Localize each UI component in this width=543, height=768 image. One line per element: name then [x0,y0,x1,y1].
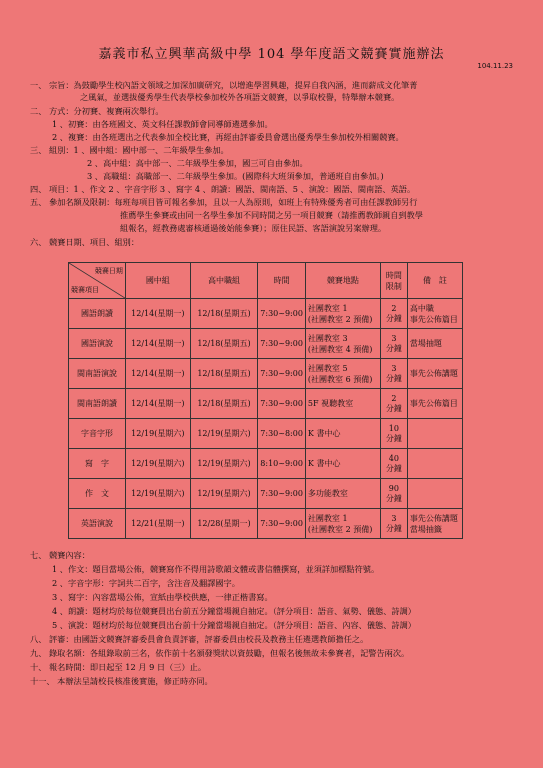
cell-senior-high-date: 12/19(星期六) [190,449,258,479]
cell-senior-high-date: 12/18(星期五) [190,389,258,419]
cell-place: 社團教室 1 (社團教室 2 預備) [305,509,380,539]
section-11: 十一、 本辦法呈請校長核准後實施，修正時亦同。 [30,676,213,686]
section-7: 七、 競賽內容： [30,550,90,560]
cell-item: 閩南語朗讀 [69,389,126,419]
header-place: 競賽地點 [305,263,380,299]
section-2-item-2: 2 、複賽：由各班選出之代表參加全校比賽，再經由評審委員會選出優秀學生參加校外相關競賽。 [52,132,404,142]
cell-senior-high-date: 12/19(星期六) [190,419,258,449]
cell-time-limit: 40 分鐘 [380,449,407,479]
cell-junior-high-date: 12/21(星期一) [125,509,190,539]
cell-time: 7:30~9:00 [258,299,306,329]
cell-note [407,449,462,479]
header-note: 備 註 [407,263,462,299]
cell-place: 社團教室 5 (社團教室 6 預備) [305,359,380,389]
section-6: 六、 競賽日期、項目、組別： [30,237,140,247]
cell-note [407,479,462,509]
section-2: 二、 方式：分初賽、複賽兩次舉行。 [30,106,164,116]
cell-time-limit: 10 分鐘 [380,419,407,449]
section-8: 八、 評審：由國語文競賽評審委員會負責評審，評審委員由校長及教務主任遴選教師擔任之。 [30,634,369,644]
section-7-item-3: 3 、寫字：內容當場公佈，宣紙由學校供應，一律正楷書寫。 [52,592,273,602]
cell-place: 社團教室 3 (社團教室 4 預備) [305,329,380,359]
document-date: 104.11.23 [477,62,513,70]
header-diagonal-cell [69,263,126,299]
section-5-line-3: 組報名，經教務處審核通過後始能參賽）；原住民語、客語演說另案辦理。 [120,223,387,233]
header-senior-high: 高中職組 [190,263,258,299]
section-3-item-2: 2 、高中組：高中部一、二年級學生參加，國三可自由參加。 [87,158,308,168]
table-row [69,329,463,359]
header-item-label: 競賽項目 [71,286,99,294]
cell-time-limit: 3 分鐘 [380,329,407,359]
table-row [69,479,463,509]
table-row [69,389,463,419]
section-10: 十、 報名時間：即日起至 12 月 9 日（三）止。 [30,662,207,672]
cell-note: 當場抽題 [407,329,462,359]
table-row [69,509,463,539]
section-1-line-2: 之風氣，並選拔優秀學生代表學校參加校外各項語文競賽，以爭取校譽，特舉辦本競賽。 [80,92,400,102]
cell-place: 多功能教室 [305,479,380,509]
cell-junior-high-date: 12/19(星期六) [125,449,190,479]
cell-note [407,419,462,449]
cell-junior-high-date: 12/14(星期一) [125,299,190,329]
cell-item: 寫 字 [69,449,126,479]
cell-item: 國語演說 [69,329,126,359]
cell-time: 7:30~9:00 [258,479,306,509]
cell-senior-high-date: 12/19(星期六) [190,479,258,509]
cell-place: K 書中心 [305,449,380,479]
section-7-item-2: 2 、字音字形：字詞共二百字，含注音及翻譯國字。 [52,578,240,588]
cell-time: 7:30~9:00 [258,329,306,359]
cell-time-limit: 90 分鐘 [380,479,407,509]
cell-time-limit: 3 分鐘 [380,359,407,389]
table-row [69,449,463,479]
cell-note: 事先公佈講題當場抽籤 [407,509,462,539]
cell-junior-high-date: 12/19(星期六) [125,479,190,509]
cell-junior-high-date: 12/14(星期一) [125,329,190,359]
cell-junior-high-date: 12/19(星期六) [125,419,190,449]
cell-item: 字音字形 [69,419,126,449]
cell-item: 英語演說 [69,509,126,539]
cell-time-limit: 2 分鐘 [380,389,407,419]
cell-place: 社團教室 1 (社團教室 2 預備) [305,299,380,329]
schedule-table [68,262,463,539]
table-row [69,299,463,329]
table-row [69,359,463,389]
cell-time: 7:30~9:00 [258,389,306,419]
cell-item: 作 文 [69,479,126,509]
cell-senior-high-date: 12/18(星期五) [190,329,258,359]
cell-senior-high-date: 12/18(星期五) [190,299,258,329]
section-3-item-3: 3 、高職組：高職部一、二年級學生參加。(國際科大班須參加，普通班自由參加。) [87,171,384,181]
section-7-item-4: 4 、朗讀：題材均於每位競賽員出台前五分鐘當場親自抽定。（評分項目：語音、氣勢、儀態、詩調） [52,606,416,616]
cell-place: 5F 視聽教室 [305,389,380,419]
cell-senior-high-date: 12/28(星期一) [190,509,258,539]
cell-time: 7:30~9:00 [258,509,306,539]
cell-time-limit: 3 分鐘 [380,509,407,539]
cell-senior-high-date: 12/18(星期五) [190,359,258,389]
cell-time: 8:10~9:00 [258,449,306,479]
cell-note: 事先公佈篇目 [407,389,462,419]
section-2-item-1: 1 、初賽：由各班國文、英文科任課教師會同導師遴選參加。 [52,119,273,129]
section-7-item-1: 1 、作文：題目當場公佈，競賽寫作不得用詩歌韻文體或書信體撰寫，並須詳加標點符號。 [52,564,380,574]
document-title: 嘉義市私立興華高級中學 104 學年度語文競賽實施辦法 [98,47,445,62]
section-1-line-1: 一、 宗旨：為鼓勵學生校內語文領域之加深加廣研究，以增進學習興趣，提昇自我內涵，進而薪成文化筆菁 [30,80,418,90]
cell-time: 7:30~9:00 [258,359,306,389]
header-time-limit: 時間限制 [380,263,407,299]
cell-note: 高中職 事先公佈篇目 [407,299,462,329]
cell-item: 國語朗讀 [69,299,126,329]
section-7-item-5: 5 、演說：題材均於每位競賽員出台前十分鐘當場親自抽定。（評分項目：語音、內容、儀態、詩調） [52,620,416,630]
table-row [69,419,463,449]
cell-time: 7:30~8:00 [258,419,306,449]
table-header-row [69,263,463,299]
section-4: 四、 項目：1 、作文 2 、字音字形 3 、寫字 4 、朗讀：國語、閩南語、5 、演說：國語、閩南語、英語。 [30,184,416,194]
cell-place: K 書中心 [305,419,380,449]
section-9: 九、 錄取名額：各組錄取前三名，依作前十名頒發獎狀以資鼓勵，但報名後無故未參賽者，記警告兩次。 [30,648,410,658]
header-date-label: 競賽日期 [94,267,123,275]
cell-junior-high-date: 12/14(星期一) [125,359,190,389]
cell-note: 事先公佈講題 [407,359,462,389]
header-time: 時間 [258,263,306,299]
header-junior-high: 國中組 [125,263,190,299]
cell-junior-high-date: 12/14(星期一) [125,389,190,419]
section-5-line-1: 五、 參加名額及限制：每班每項目皆可報名參加，且以一人為原則，如班上有特殊優秀者可由任課教師另行 [30,197,418,207]
section-5-line-2: 推薦學生參賽或由同一名學生參加不同時間之另一項目競賽（請推薦教師親自到教學 [120,210,423,220]
cell-time-limit: 2 分鐘 [380,299,407,329]
cell-item: 閩南語演說 [69,359,126,389]
section-3: 三、 組別：1 、國中組：國中部一、二年級學生參加。 [30,145,229,155]
